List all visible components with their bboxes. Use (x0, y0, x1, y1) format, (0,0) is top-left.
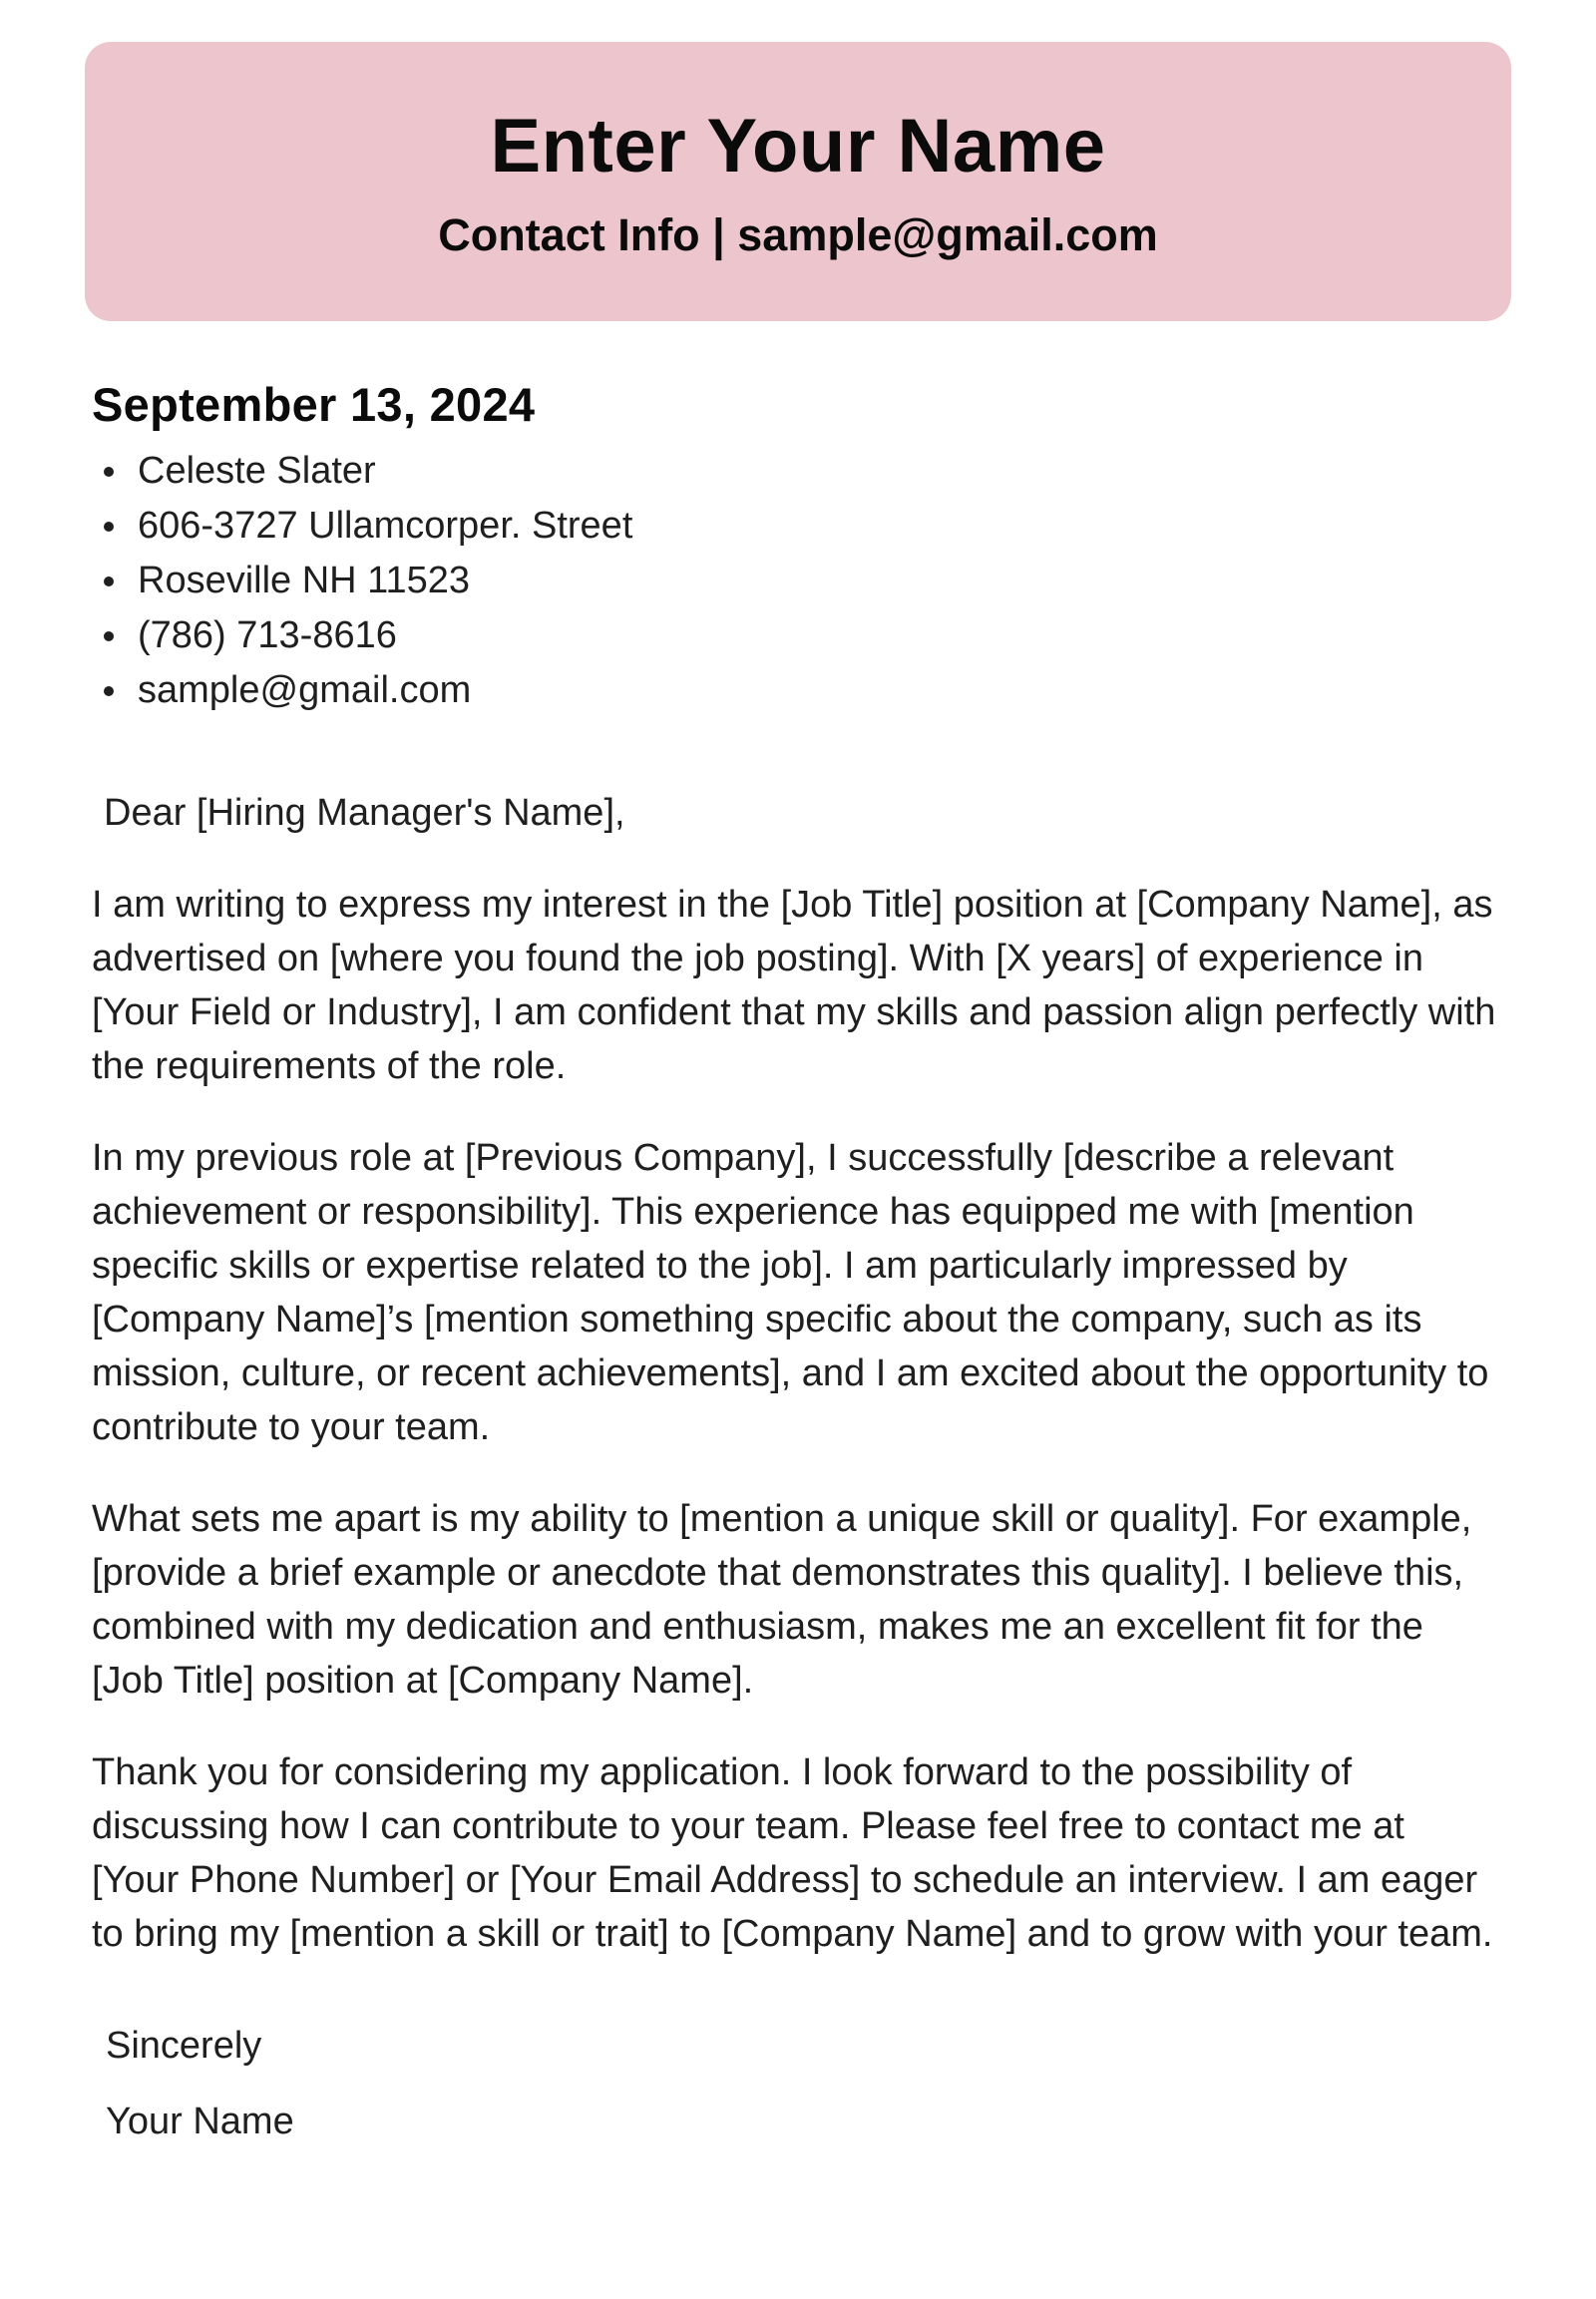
header-contact-line: Contact Info | sample@gmail.com (438, 208, 1158, 260)
contact-list-item-city: Roseville NH 11523 (92, 554, 1501, 608)
contact-list-item-phone: (786) 713-8616 (92, 608, 1501, 663)
closing-word: Sincerely (106, 2025, 262, 2067)
applicant-name-title: Enter Your Name (490, 103, 1106, 189)
contact-list-item-email: sample@gmail.com (92, 663, 1501, 718)
paragraph-experience: In my previous role at [Previous Company], I successfully [describe a relevant achievement or responsibility]. This experience has equipped me with [mention specific skills or expertise related to the job]. I am particularly impressed by [Company Name]’s [mention something specific about the company, such as its mission, culture, or recent achievements], and I am excited about the opportunity to contribute to your team. (92, 1137, 1489, 1448)
letterhead-banner (85, 42, 1511, 321)
paragraph-thank-you: Thank you for considering my application. I look forward to the possibility of discussing how I can contribute to your team. Please feel free to contact me at [Your Phone Number] or [Your Email Address] to schedule an interview. I am eager to bring my [mention a skill or trait] to [Company Name] and to grow with your team. (92, 1751, 1493, 1955)
paragraph-introduction: I am writing to express my interest in the [Job Title] position at [Company Name], as advertised on [where you found the job posting]. With [X years] of experience in [Your Field or Industry], I am confident that my skills and passion align perfectly with the requirements of the role. (92, 884, 1496, 1087)
letter-body (0, 377, 1596, 2148)
letter-date: September 13, 2024 (92, 378, 536, 431)
contact-list-item-name: Celeste Slater (92, 444, 1501, 499)
paragraph-strengths: What sets me apart is my ability to [mention a unique skill or quality]. For example, [provide a brief example or anecdote that demonstrates this quality]. I believe this, combined with my dedication and enthusiasm, makes me an excellent fit for the [Job Title] position at [Company Name]. (92, 1498, 1472, 1702)
salutation: Dear [Hiring Manager's Name], (104, 792, 625, 834)
contact-list-item-street: 606-3727 Ullamcorper. Street (92, 499, 1501, 554)
signature-name: Your Name (106, 2101, 294, 2142)
contact-info-list (92, 444, 1501, 718)
